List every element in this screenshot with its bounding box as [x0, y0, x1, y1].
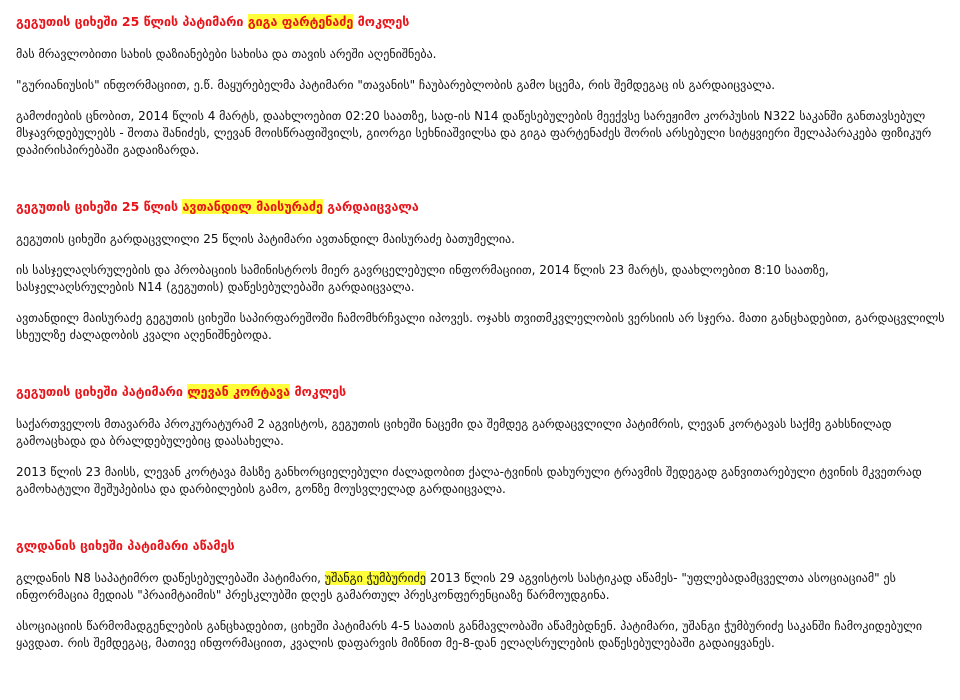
headline-text: მოკლეს [353, 14, 410, 29]
article-levan-kortava [16, 384, 950, 498]
headline-text: გეგუთის ციხეში პატიმარი [16, 384, 188, 399]
highlighted-name: ავთანდილ მაისურაძე [182, 199, 323, 214]
headline-text: გარდაიცვალა [322, 199, 419, 214]
paragraph-text: გლდანის N8 საპატიმრო დაწესებულებაში პატიმარი, [16, 571, 325, 585]
article-headline [16, 199, 950, 215]
highlighted-name: უშანგი ჭუმბურიძე [324, 571, 427, 585]
article-paragraph: ასოციაციის წარმომადგენლების განცხადებით, ციხეში პატიმარს 4-5 საათის განმავლობაში აწამებდნენ. პატიმარი, უშანგი ჭუმბურიძე საკანში ჩამოკიდებული ყავდათ. რის შემდეგაც, მათივე ინფორმაციით, კვალის დაფარვის მიზნით მე-8-დან ელაღსრულების დაწესებულებაში გადაიყვანეს. [16, 619, 923, 650]
article-paragraph: გეგუთის ციხეში გარდაცვლილი 25 წლის პატიმარი ავთანდილ მაისურაძე ბათუმელია. [16, 232, 515, 246]
headline-text: გეგუთის ციხეში 25 წლის პატიმარი [16, 14, 248, 29]
article-paragraph: მას მრავლობითი სახის დაზიანებები სახისა და თავის არეში აღენიშნება. [16, 47, 437, 61]
headline-text: გეგუთის ციხეში 25 წლის [16, 199, 183, 214]
article-gldani-prisoner [16, 538, 950, 652]
article-headline [16, 14, 950, 30]
article-paragraph: ის სასჯელაღსრულების და პრობაციის სამინისტროს მიერ გავრცელებული ინფორმაციით, 2014 წლის 23 მარტს, დაახლოებით 8:10 საათზე, სასჯელაღსრულების N14 (გეგუთის) დაწესებულებაში გარდაიცვალა. [16, 263, 829, 294]
highlighted-name: გიგა ფარტენაძე [247, 14, 354, 29]
article-paragraph: 2013 წლის 23 მაისს, ლევან კორტავა მასზე განხორციელებული ძალადობით ქალა-ტვინის დახურული ტრავმის შედეგად განვითარებული ტვინის მკვეთრად გამოხატული შეშუპებისა და დარბილების გამო, გონზე მოუსვლელად გარდაიცვალა. [16, 465, 922, 496]
headline-text: გლდანის ციხეში პატიმარი აწამეს [16, 538, 235, 553]
highlighted-name: ლევან კორტავა [187, 384, 291, 399]
paragraph-text: 2013 წლის 29 აგვისტოს სასტიკად აწამეს- "უფლებადამცველთა ასოციაციამ" ეს ინფორმაცია მედიას "პრაიმტაიმის" პრესკლუბში დღეს გამართულ პრესკონფერენციაზე წარმოუდგინა. [16, 571, 896, 602]
article-giga-fartenadze [16, 14, 950, 159]
article-headline [16, 538, 950, 554]
article-headline [16, 384, 950, 400]
article-paragraph: ავთანდილ მაისურაძე გეგუთის ციხეში საპირფარეშოში ჩამომხრჩვალი იპოვეს. ოჯახს თვითმკვლელობის ვერსიის არ სჯერა. მათი განცხადებით, გარდაცვლილს სხეულზე ძალადობის კვალი აღენიშნებოდა. [16, 311, 945, 342]
article-avtandil-maisuradze [16, 199, 950, 344]
article-paragraph: საქართველოს მთავარმა პროკურატურამ 2 აგვისტოს, გეგუთის ციხეში ნაცემი და შემდეგ გარდაცვლილი პატიმრის, ლევან კორტავას საქმე გახსნილად გამოაცხადა და ბრალდებულებიც დაასახელა. [16, 417, 892, 448]
headline-text: მოკლეს [290, 384, 347, 399]
article-paragraph [16, 570, 950, 604]
article-paragraph: გამოძიების ცნობით, 2014 წლის 4 მარტს, დაახლოებით 02:20 საათზე, სად-ის N14 დაწესებულების მეექვსე სარეჟიმო კორპუსის N322 საკანში განთავსებულ მსჯავრდებულებს - შოთა შანიძეს, ლევან მოისწრაფიშვილს, გიორგი სეხნიაშვილსა და გიგა ფარტენაძეს შორის არსებული სიტყვიერი შელაპარაკება ფიზიკურ დაპირისპირებაში გადაიზარდა. [16, 109, 932, 157]
article-paragraph: "გურიანიუსის" ინფორმაციით, ე.წ. მაყურებელმა პატიმარი "თავანის" ჩაუბარებლობის გამო სცემა, რის შემდეგაც ის გარდაიცვალა. [16, 78, 776, 92]
